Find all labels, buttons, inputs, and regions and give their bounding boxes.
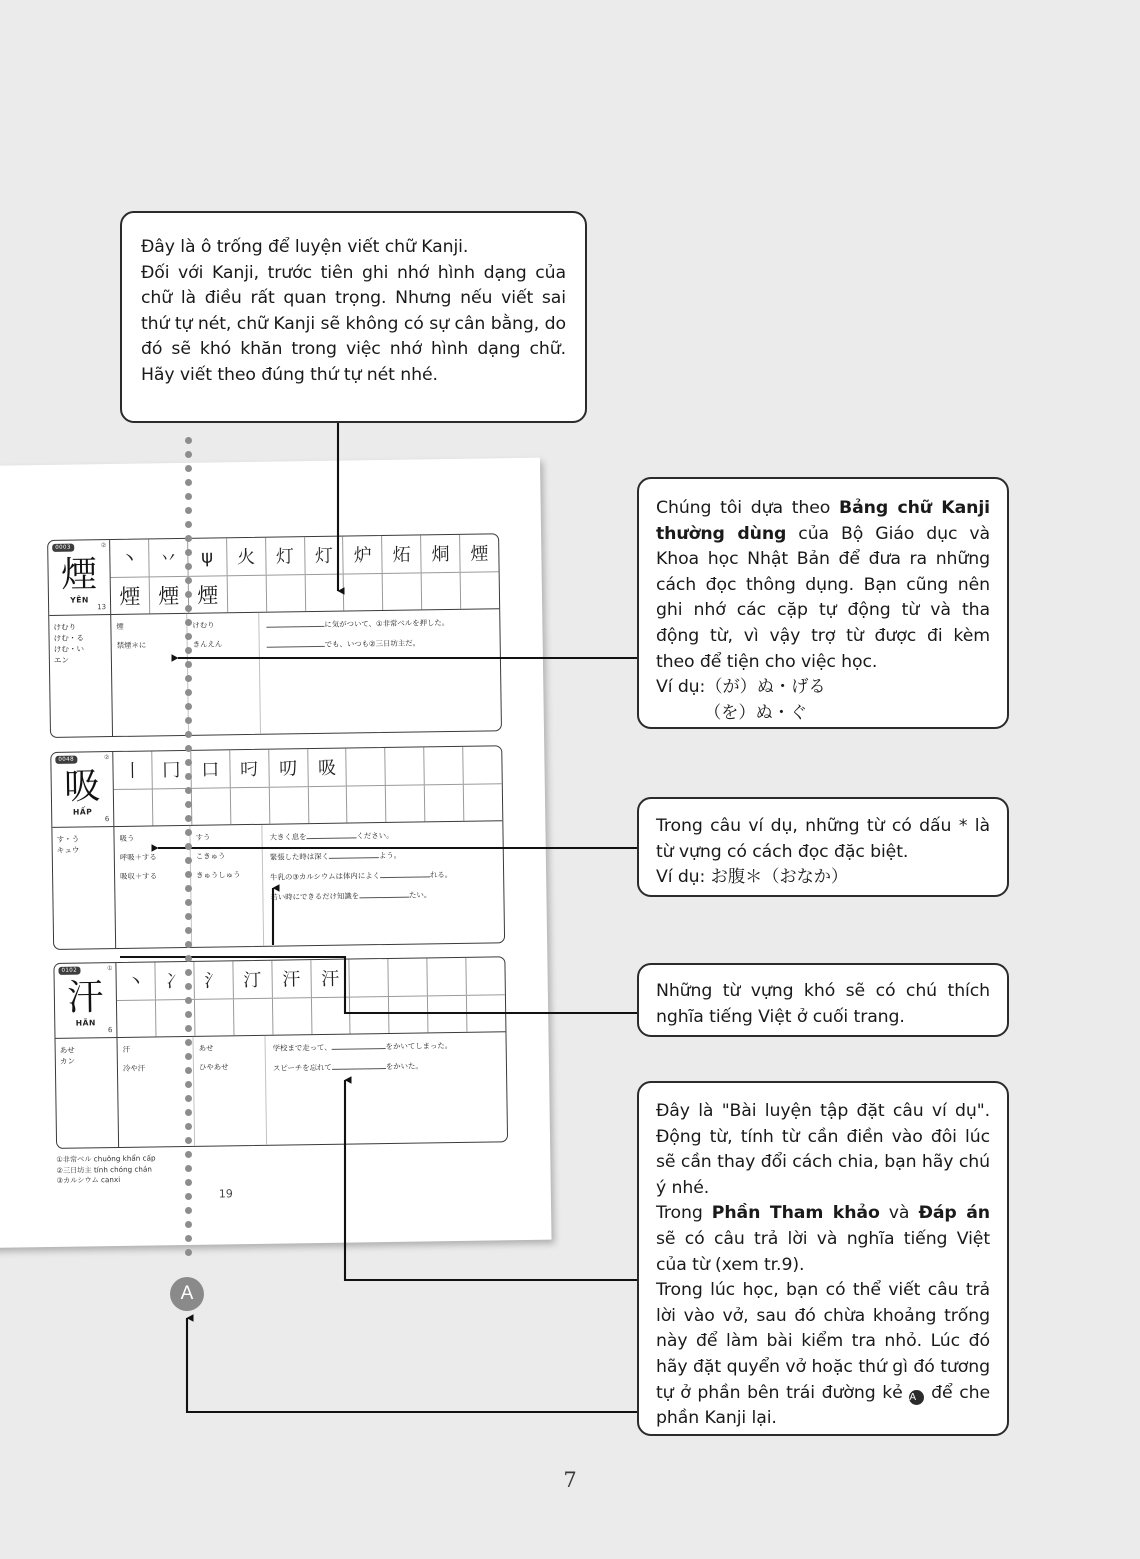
r4-seg-1: Phần Tham khảo	[711, 1203, 880, 1224]
stroke-row-2b[interactable]	[114, 784, 502, 826]
vocab-kana: ひやあせ	[198, 1062, 229, 1072]
kanji-glyph-3: 汗	[67, 977, 104, 1019]
guide-dot	[185, 1151, 192, 1158]
guide-dot	[185, 759, 192, 766]
reading-item: カン	[59, 1056, 76, 1066]
kanji-head-2	[51, 752, 114, 827]
practice-cell[interactable]	[231, 787, 270, 824]
guide-dot	[185, 1109, 192, 1116]
practice-cell[interactable]	[464, 784, 502, 821]
footnotes	[56, 1153, 156, 1186]
r4-seg-0: Trong	[656, 1203, 712, 1224]
stroke-cell: 氵	[194, 961, 233, 998]
guide-dot	[185, 1039, 192, 1046]
guide-dot	[185, 563, 192, 570]
answer-blank[interactable]	[332, 1040, 386, 1050]
kanji-count-3: ①	[107, 965, 113, 973]
footnote-item: ②三日坊主 tính chóng chán	[56, 1163, 152, 1175]
practice-cell[interactable]	[227, 575, 266, 612]
sentences-3[interactable]	[265, 1032, 507, 1146]
kanji-block-1[interactable]	[47, 533, 502, 738]
sentence-row[interactable]	[270, 847, 497, 862]
sentence-post: をかいてしまった。	[385, 1041, 453, 1052]
vocab-words-3	[118, 1037, 196, 1148]
callout-r4-para-2	[656, 1201, 990, 1278]
guide-dot	[185, 1249, 192, 1256]
kanji-viet-3: HÃN	[75, 1018, 96, 1028]
marker-a-inline-icon: A	[909, 1390, 924, 1405]
example-area-1	[49, 609, 501, 738]
practice-cell[interactable]	[344, 574, 383, 611]
practice-cell[interactable]	[192, 788, 231, 825]
guide-dot	[185, 465, 192, 472]
practice-cell[interactable]	[350, 959, 389, 996]
kanji-block-2[interactable]	[50, 745, 505, 950]
vocab-kana-2	[190, 825, 264, 948]
sentence-row[interactable]	[269, 827, 496, 842]
kanji-viet-2: HẤP	[72, 807, 93, 817]
guide-dot	[185, 731, 192, 738]
stroke-cell: 丨	[113, 751, 152, 788]
stroke-cell: 煙	[470, 543, 489, 565]
kanji-viet-1: YÊN	[70, 595, 89, 605]
guide-dot	[185, 619, 192, 626]
reading-item: あせ	[59, 1045, 75, 1055]
callout-r1-example-2: （を）ぬ・ぐ	[704, 702, 808, 723]
practice-cell[interactable]	[311, 997, 350, 1034]
practice-cell[interactable]	[386, 785, 425, 822]
practice-cell[interactable]	[305, 574, 344, 611]
guide-dot	[185, 1081, 192, 1088]
reading-item: エン	[53, 655, 70, 665]
footnote-item: ③カルシウム canxi	[56, 1174, 121, 1185]
practice-cell[interactable]: 煙	[150, 576, 189, 613]
guide-dot	[185, 983, 192, 990]
practice-cell[interactable]	[273, 998, 312, 1035]
stroke-cell: 丷	[149, 539, 188, 576]
kanji-strokes-2: 6	[104, 815, 110, 824]
stroke-cell: 丶	[116, 962, 155, 999]
sentence-pre: 若い時にできるだけ知識を	[270, 891, 360, 902]
practice-grid-3[interactable]	[116, 957, 505, 1037]
practice-cell[interactable]	[234, 998, 273, 1035]
stroke-row-1a	[110, 534, 499, 577]
vocab-words-1	[111, 614, 189, 737]
stroke-cell: 汗	[311, 960, 350, 997]
callout-r1-body	[656, 496, 990, 675]
guide-dot	[185, 661, 192, 668]
guide-dot	[185, 675, 192, 682]
guide-dot	[185, 815, 192, 822]
r4-p3-before: Trong lúc học, bạn có thể viết câu trả lời vào vở, sau đó chừa khoảng trống này để làm bài kiểm tra nhỏ. Lúc đó hãy đặt quyển vở hoặc thứ gì đó tương tự ở phần bên trái đường kẻ	[656, 1280, 990, 1403]
sentence-row[interactable]	[270, 867, 497, 882]
stroke-cell: ψ	[188, 538, 227, 575]
kanji-block-3[interactable]	[53, 956, 508, 1149]
r4-seg-4: sẽ có câu trả lời và nghĩa tiếng Việt của từ (xem tr.9).	[656, 1228, 990, 1275]
guide-dot	[185, 955, 192, 962]
marker-a-icon: A	[170, 1277, 204, 1311]
sentences-2[interactable]	[262, 821, 504, 947]
sentence-post: でも、いつも②三日坊主だ。	[324, 638, 421, 649]
kanji-badge-2: 0048	[55, 756, 77, 764]
sentence-pre: 牛乳の③カルシウムは体内によく	[270, 871, 381, 882]
practice-cell[interactable]	[467, 957, 505, 994]
reading-item: けむ・る	[53, 633, 85, 643]
practice-cell[interactable]	[347, 748, 386, 785]
guide-dot	[185, 1095, 192, 1102]
practice-cell[interactable]	[425, 784, 464, 821]
guide-dot	[185, 591, 192, 598]
fold-guide-dotted-line	[185, 437, 192, 1275]
r1-seg-2: của Bộ Giáo dục và Khoa học Nhật Bản để đưa ra những cách đọc thông dụng. Bạn cũng nên ghi nhớ các cặp tự động từ và tha động từ, vì vậy trợ từ được đi kèm theo để tiện cho việc học.	[656, 523, 990, 672]
guide-dot	[185, 787, 192, 794]
vocab-kana: けむり	[192, 620, 215, 630]
guide-dot	[185, 829, 192, 836]
page-number: 7	[563, 1468, 577, 1492]
guide-dot	[185, 1193, 192, 1200]
vocab-word: 吸収＋する	[120, 871, 158, 881]
vocab-word: 吸う	[119, 833, 135, 843]
guide-dot	[185, 507, 192, 514]
stroke-row-1b[interactable]	[111, 572, 499, 614]
practice-cell[interactable]	[383, 573, 422, 610]
practice-cell[interactable]	[463, 746, 501, 783]
guide-dot	[185, 605, 192, 612]
guide-dot	[185, 1235, 192, 1242]
stroke-cell: 灯	[305, 537, 344, 574]
guide-dot	[185, 479, 192, 486]
practice-cell[interactable]	[350, 996, 389, 1033]
practice-cell[interactable]	[114, 789, 153, 826]
answer-blank[interactable]	[380, 868, 430, 878]
sentence-pre: スピーチを忘れて	[272, 1062, 332, 1073]
vocab-kana-3	[193, 1036, 267, 1147]
guide-dot	[185, 1123, 192, 1130]
guide-dot	[185, 521, 192, 528]
stroke-cell: 火	[227, 538, 266, 575]
practice-grid-2[interactable]	[113, 746, 502, 826]
practice-cell[interactable]	[347, 785, 386, 822]
practice-cell[interactable]: 煙	[111, 577, 150, 614]
callout-r4-para-3	[656, 1278, 990, 1432]
vocab-kana-1	[187, 613, 261, 736]
guide-dot	[185, 969, 192, 976]
r1-seg-1: Bảng chữ Kanji thường dùng	[656, 498, 990, 544]
stroke-cell: 冂	[152, 751, 191, 788]
guide-dot	[185, 689, 192, 696]
practice-cell[interactable]	[308, 786, 347, 823]
practice-cell[interactable]	[389, 958, 428, 995]
callout-r2-body: Trong câu ví dụ, những từ có dấu * là từ vựng có cách đọc đặc biệt.	[656, 816, 990, 862]
callout-kanji-list	[637, 477, 1009, 729]
sentence-row[interactable]	[273, 1058, 500, 1073]
vocab-kana: あせ	[198, 1043, 214, 1053]
callout-practice-box	[120, 211, 587, 423]
answer-blank[interactable]	[332, 1060, 386, 1070]
practice-cell[interactable]: 煙	[188, 576, 227, 613]
guide-dot	[185, 997, 192, 1004]
sentence-row[interactable]	[267, 635, 494, 650]
stroke-cell: 灯	[266, 537, 305, 574]
answer-blank[interactable]	[267, 638, 325, 648]
worksheet-page	[0, 466, 540, 1256]
sentence-pre: 学校まで走って、	[272, 1042, 332, 1053]
vocab-kana: こきゅう	[195, 851, 226, 861]
guide-dot	[185, 633, 192, 640]
guide-dot	[185, 493, 192, 500]
practice-cell[interactable]	[266, 575, 305, 612]
r4-seg-2: và	[879, 1203, 919, 1224]
guide-dot	[185, 1165, 192, 1172]
kanji-count-2: ②	[103, 754, 110, 762]
callout-top-line-1: Đây là ô trống để luyện viết chữ Kanji.	[141, 237, 469, 257]
practice-cell[interactable]	[422, 572, 461, 609]
guide-dot	[185, 717, 192, 724]
sentence-post: ください。	[356, 830, 394, 841]
stroke-cell: 冫	[155, 962, 194, 999]
callout-r1-example-1: Ví dụ:（が）ぬ・げる	[656, 677, 826, 698]
readings-3	[56, 1038, 120, 1149]
kanji-head-3	[54, 963, 117, 1038]
sentence-pre: 緊張した時は深く	[269, 851, 330, 862]
sentence-row[interactable]	[270, 887, 497, 902]
guide-dot	[185, 871, 192, 878]
stroke-cell: 丶	[110, 539, 149, 576]
guide-dot	[185, 1137, 192, 1144]
example-area-3	[56, 1032, 508, 1149]
vocab-words-2	[114, 826, 192, 949]
practice-cell[interactable]	[389, 996, 428, 1033]
kanji-strokes-3: 6	[107, 1026, 113, 1035]
answer-blank[interactable]	[306, 829, 356, 839]
sentence-post: よう。	[378, 850, 402, 861]
reading-item: けむ・い	[53, 644, 85, 654]
stroke-order-area-1	[48, 534, 499, 616]
r1-seg-0: Chúng tôi dựa theo	[656, 498, 840, 518]
callout-special-reading	[637, 797, 1009, 897]
stroke-row-2a	[113, 746, 502, 789]
guide-dot	[185, 745, 192, 752]
guide-dot	[185, 1025, 192, 1032]
sentence-post: れる。	[429, 870, 453, 880]
sentence-row[interactable]	[273, 1038, 500, 1053]
kanji-glyph-1: 煙	[60, 554, 98, 596]
reading-item: す・う	[56, 834, 80, 844]
kanji-badge-1: 0003	[52, 544, 74, 552]
guide-dot	[185, 577, 192, 584]
stroke-cell: 叨	[269, 749, 308, 786]
vocab-word: 禁煙＊に	[116, 640, 147, 650]
sentence-post: たい。	[409, 890, 432, 900]
guide-dot	[185, 913, 192, 920]
callout-r2-example: Ví dụ: お腹＊（おなか）	[656, 867, 849, 888]
stroke-cell: 吸	[308, 749, 347, 786]
answer-blank[interactable]	[359, 889, 409, 899]
guide-dot	[185, 899, 192, 906]
stroke-cell: 叼	[230, 750, 269, 787]
kanji-badge-3: 0102	[58, 967, 80, 975]
sentence-post: をかいた。	[385, 1061, 423, 1072]
sentence-pre: 大きく息を	[269, 832, 307, 842]
practice-cell[interactable]	[461, 572, 499, 609]
guide-dot	[185, 843, 192, 850]
worksheet-content	[0, 458, 552, 1248]
practice-cell[interactable]	[428, 995, 467, 1032]
practice-cell[interactable]	[195, 999, 234, 1036]
worksheet-page-number: 19	[218, 1187, 233, 1201]
answer-blank[interactable]	[329, 849, 379, 859]
example-area-2	[52, 821, 504, 950]
stroke-cell: 炉	[344, 536, 383, 573]
guide-dot	[185, 773, 192, 780]
practice-cell[interactable]	[269, 787, 308, 824]
practice-cell[interactable]	[428, 958, 467, 995]
kanji-glyph-2: 吸	[63, 766, 101, 808]
kanji-strokes-1: 13	[97, 603, 107, 612]
stroke-cell: 汀	[233, 961, 272, 998]
guide-dot	[185, 437, 192, 444]
stroke-row-3a	[116, 957, 505, 1000]
guide-dot	[185, 1221, 192, 1228]
r4-seg-3: Đáp án	[918, 1203, 990, 1224]
answer-blank[interactable]	[266, 618, 324, 628]
vocab-kana: きんえん	[192, 639, 223, 649]
guide-dot	[185, 801, 192, 808]
practice-cell[interactable]	[386, 747, 425, 784]
sentence-post: に気がついて、①非常ベルを押した。	[324, 618, 450, 629]
guide-dot	[185, 1207, 192, 1214]
vocab-kana: きゅうしゅう	[196, 870, 241, 880]
callout-top-line-2: Đối với Kanji, trước tiên ghi nhớ hình dạng của chữ là điều rất quan trọng. Nhưng nếu viết sai thứ tự nét, chữ Kanji sẽ không có sự cân bằng, do đó sẽ khó khăn trong việc nhớ hình dạng chữ. Hãy viết theo đúng thứ tự nét nhé.	[141, 262, 566, 385]
callout-exercise-info	[637, 1081, 1009, 1436]
guide-dot	[185, 857, 192, 864]
guide-dot	[185, 885, 192, 892]
guide-dot	[185, 1067, 192, 1074]
kanji-head-1	[48, 540, 111, 615]
guide-dot	[185, 1053, 192, 1060]
callout-r4-para-1: Đây là "Bài luyện tập đặt câu ví dụ". Động từ, tính từ cần điền vào đôi lúc sẽ cần thay đổi cách chia, bạn hãy chú ý nhé.	[656, 1101, 990, 1198]
guide-dot	[185, 451, 192, 458]
practice-grid-1[interactable]	[110, 534, 499, 614]
stroke-order-area-2	[51, 746, 502, 828]
readings-2	[52, 827, 116, 950]
stroke-cell: 烔	[421, 535, 460, 572]
footnote-item: ①非常ベル chuông khẩn cấp	[56, 1153, 156, 1164]
r4-p3-after: để che phần Kanji lại.	[656, 1382, 990, 1429]
practice-cell[interactable]	[117, 1000, 156, 1037]
callout-footnote-info	[637, 963, 1009, 1037]
stroke-row-3b[interactable]	[117, 995, 505, 1037]
vocab-word: 汗	[122, 1044, 131, 1054]
guide-dot	[185, 549, 192, 556]
guide-dot	[185, 1179, 192, 1186]
stroke-order-area-3	[54, 957, 505, 1039]
stroke-cell: 汗	[272, 960, 311, 997]
vocab-word: 煙	[116, 621, 124, 631]
reading-item: けむり	[53, 622, 77, 632]
vocab-word: 呼吸＋する	[119, 852, 157, 862]
guide-dot	[185, 535, 192, 542]
vocab-kana: すう	[195, 832, 211, 842]
practice-cell[interactable]	[424, 747, 463, 784]
guide-dot	[185, 941, 192, 948]
guide-dot	[185, 703, 192, 710]
stroke-cell: 炻	[382, 535, 421, 572]
readings-1	[49, 615, 113, 738]
stroke-cell: 口	[191, 750, 230, 787]
reading-item: キュウ	[56, 845, 80, 855]
practice-cell[interactable]	[467, 995, 505, 1032]
sentences-1[interactable]	[259, 609, 501, 735]
vocab-word: 冷や汗	[122, 1063, 146, 1073]
callout-r3-body: Những từ vựng khó sẽ có chú thích nghĩa tiếng Việt ở cuối trang.	[656, 981, 990, 1027]
sentence-row[interactable]	[266, 615, 493, 630]
guide-dot	[185, 1011, 192, 1018]
guide-dot	[185, 927, 192, 934]
guide-dot	[185, 647, 192, 654]
kanji-count-1: ②	[100, 542, 107, 550]
